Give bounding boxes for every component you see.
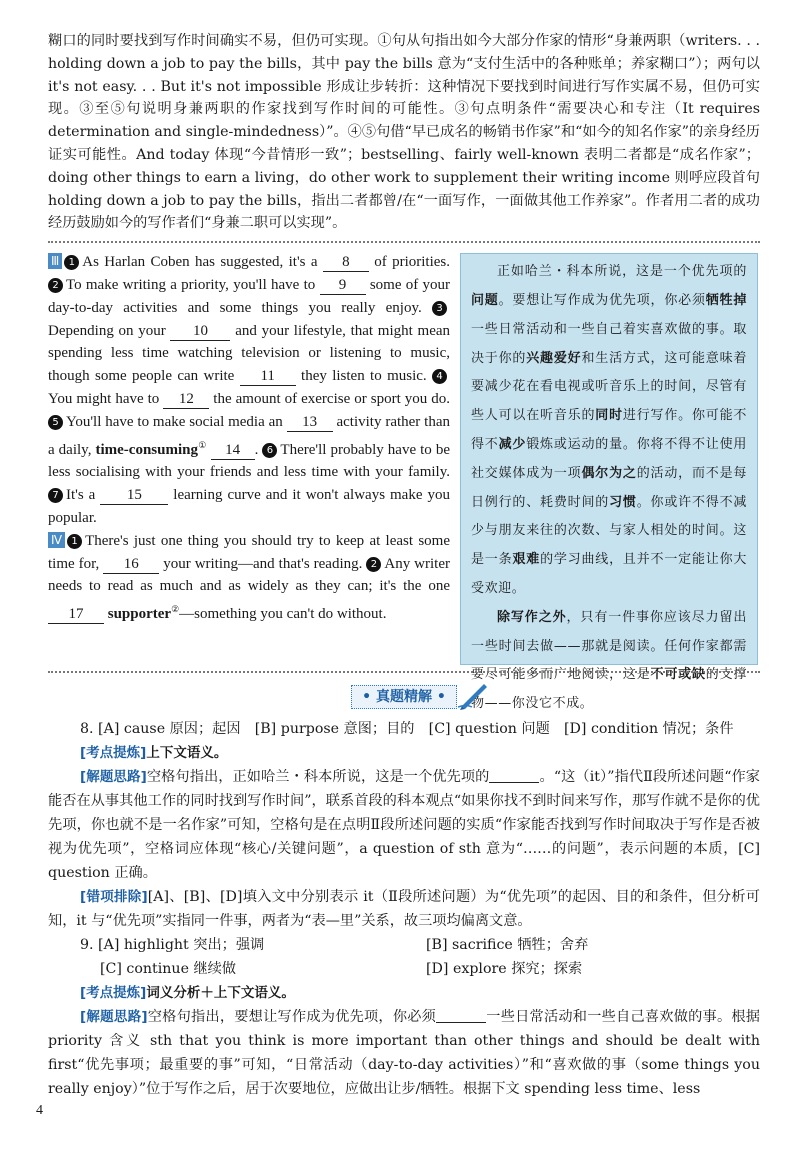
q9-options-row-1 (48, 933, 760, 957)
sentence-number: 1 (67, 534, 82, 549)
sentence-text: Depending on your (48, 322, 171, 339)
section-heading (351, 685, 457, 709)
sentence-text: activity rather than a daily, (48, 413, 450, 458)
tag-label: [考点提炼] (80, 745, 147, 762)
sentence-number: 7 (48, 488, 63, 503)
q8-thinking: [解题思路]空格句指出，正如哈兰・科本所说，这是一个优先项的 。“这（it）”指代Ⅱ段所述问题“作家能否在从事其他工作的同时找到写作时间”，联系首段的科本观点“如果你找不到时间来写作，那写作就不是你的优先项，你也就不是一名作家”可知，空格句是在点明Ⅱ段所述问题的实质“作家能否找到写作时间取决于写作是否被视为优先项”，空格词应体现“核心/关键问题”，a question of sth 意为“……的问题”，表示问题的本质，[C] question 正确。 (48, 769, 760, 882)
blank-12[interactable]: 12 (163, 390, 209, 409)
option-b: [B] sacrifice 牺牲；舍弃 (426, 937, 589, 954)
q9-thinking: [解题思路]空格句指出，要想让写作成为优先项，你必须 一些日常活动和一些自己喜欢做的事。根据 priority 含义 sth that you think is more important than other things and should be dealt with first“优先事项；最重要的事”可知，“日常活动（day-to-day activities）”和“喜欢做的事（some things you really enjoy）”位于写作之后，居于次要地位，应做出让步/牺牲。根据下文 spending less time、less (48, 1009, 760, 1098)
option-d: [D] explore 探究；探索 (426, 961, 583, 978)
intro-paragraph: 糊口的同时要找到写作时间确实不易，但仍可实现。①句从句指出如今大部分作家的情形“身兼两职（writers. . . holding down a job to pay the bills，其中 pay the bills 意为“支付生活中的各种账单；养家糊口”）；两句以 it's not easy. . . But it's not impossible 形成让步转折：这种情况下要找到时间进行写作实属不易，但仍可实现。③至⑤句说明身兼两职的作家找到写作时间的可能性。③句点明条件“需要决心和专注（It requires determination and single-mindedness）”。④⑤句借“早已成名的畅销书作家”和“如今的知名作家”的亲身经历证实可能性。And today 体现“今昔情形一致”；bestselling、fairly well-known 表明二者都是“成名作家”；doing other things to earn a living，do other work to supplement their writing income 则呼应段首句 holding down a job to pay the bills，指出二者都曾/在“一面写作，一面做其他工作养家”。作者用二者的成功经历鼓励如今的写作者们“身兼二职可以实现”。 (48, 33, 760, 232)
blank-15[interactable]: 15 (100, 486, 168, 505)
footnote-mark: ① (197, 439, 207, 450)
cloze-passage (48, 251, 450, 626)
page-number: 4 (36, 1103, 43, 1118)
sentence-text: Any writer needs to read as much and as widely as they can; it's the one (48, 555, 450, 595)
sentence-number: 2 (48, 278, 63, 293)
sentence-text: To make writing a priority, you'll have to (66, 276, 320, 293)
tag-label: [解题思路] (80, 1009, 148, 1026)
q9-key-point (48, 981, 760, 1005)
sentence-number: 4 (432, 369, 447, 384)
divider-top (48, 241, 760, 243)
blank-8[interactable]: 8 (323, 253, 369, 272)
blank-16[interactable]: 16 (103, 555, 159, 574)
tag-label: [错项排除] (80, 889, 148, 906)
page (48, 30, 760, 1101)
sentence-text: some of your day-to-day activities and some things you really enjoy. (48, 276, 451, 316)
paragraph-marker: Ⅲ (48, 253, 62, 269)
section-heading-text: • 真题精解 • (362, 689, 446, 706)
footnote-mark: ② (171, 604, 180, 615)
blank-13[interactable]: 13 (287, 413, 333, 432)
annotated-word: time-consuming (95, 441, 198, 458)
sentence-text: You'll have to make social media an (66, 413, 287, 430)
option-c: [C] continue 继续做 (100, 961, 237, 978)
sentence-text: your writing—and that's reading. (159, 555, 363, 572)
annotated-word: supporter (107, 606, 172, 623)
sentence-text: You might have to (48, 390, 164, 407)
blank-10[interactable]: 10 (170, 322, 230, 341)
blank-11[interactable]: 11 (240, 367, 296, 386)
translation-paragraph-2: 除写作之外，只有一件事你应该尽力留出一些时间去做——那就是阅读。任何作家都需要尽可能多而广地阅读，这是不可或缺的支撑物——你没它不成。 (471, 609, 747, 712)
answer-blank (436, 1008, 486, 1023)
solutions (48, 717, 760, 1101)
pen-icon (458, 680, 490, 710)
sentence-text: There'll probably have to be less socialising with your friends and less time with your family. (48, 441, 450, 481)
sentence-text: . (254, 441, 259, 458)
blank-17[interactable]: 17 (48, 605, 104, 624)
sentence-text: It's a (66, 487, 101, 504)
tag-label: [考点提炼] (80, 985, 147, 1002)
analysis-intro (48, 30, 760, 235)
key-point-text: 词义分析＋上下文语义。 (146, 985, 295, 1002)
sentence-number: 2 (366, 557, 381, 572)
q8-key-point (48, 741, 760, 765)
sentence-number: 3 (432, 301, 447, 316)
tag-label: [解题思路] (80, 769, 147, 786)
key-point-text: 上下文语义。 (146, 745, 228, 762)
paragraph-4 (48, 530, 450, 626)
sentence-text: the amount of exercise or sport you do. (209, 390, 450, 407)
blank-14[interactable]: 14 (211, 441, 255, 460)
sentence-text: learning curve and it won't always make you popular. (48, 487, 450, 526)
translation-paragraph-1: 正如哈兰・科本所说，这是一个优先项的问题。要想让写作成为优先项，你必须牺牲掉一些日常活动和一些自己着实喜欢做的事。取决于你的兴趣爱好和生活方式，这可能意味着要减少花在看电视或听音乐上的时间，尽管有些人可以在听音乐的同时进行写作。你可能不得不减少锻炼或运动的量。你将不得不让使用社交媒体成为一项偶尔为之的活动，而不是每日例行的、耗费时间的习惯。你或许不得不减少与朋友来往的次数、与家人相处的时间。这是一条艰难的学习曲线，且并不一定能让你大受欢迎。 (471, 264, 748, 596)
answer-blank (489, 768, 539, 783)
sentence-text: As Harlan Coben has suggested, it's a (82, 254, 323, 271)
paragraph-marker: Ⅳ (48, 532, 65, 548)
sentence-text: and your lifestyle, that might mean spending less time watching television or listening to music, though some people can write (48, 322, 451, 385)
option-a: 9. [A] highlight 突出；强调 (80, 937, 265, 954)
sentence-number: 5 (48, 415, 63, 430)
sentence-number: 1 (64, 255, 79, 270)
sentence-text: —something you can't do without. (179, 606, 387, 623)
translation-box (460, 253, 758, 712)
q8-elimination: [错项排除][A]、[B]、[D]填入文中分别表示 it（Ⅱ段所述问题）为“优先项”的起因、目的和条件，但分析可知，it 与“优先项”实指同一件事，两者为“表—里”关系，故三项均偏离文意。 (48, 889, 760, 930)
sentence-text: of priorities. (368, 254, 450, 271)
blank-9[interactable]: 9 (320, 276, 366, 295)
q9-options-row-2 (48, 957, 760, 981)
paragraph-3 (48, 251, 450, 530)
sentence-number: 6 (262, 443, 277, 458)
q8-options: 8. [A] cause 原因；起因 [B] purpose 意图；目的 [C] question 问题 [D] condition 情况；条件 (80, 721, 734, 738)
sentence-text: they listen to music. (295, 368, 427, 385)
sentence-text: There's just one thing you should try to keep at least some time for, (48, 532, 450, 572)
divider-bottom (48, 671, 760, 673)
